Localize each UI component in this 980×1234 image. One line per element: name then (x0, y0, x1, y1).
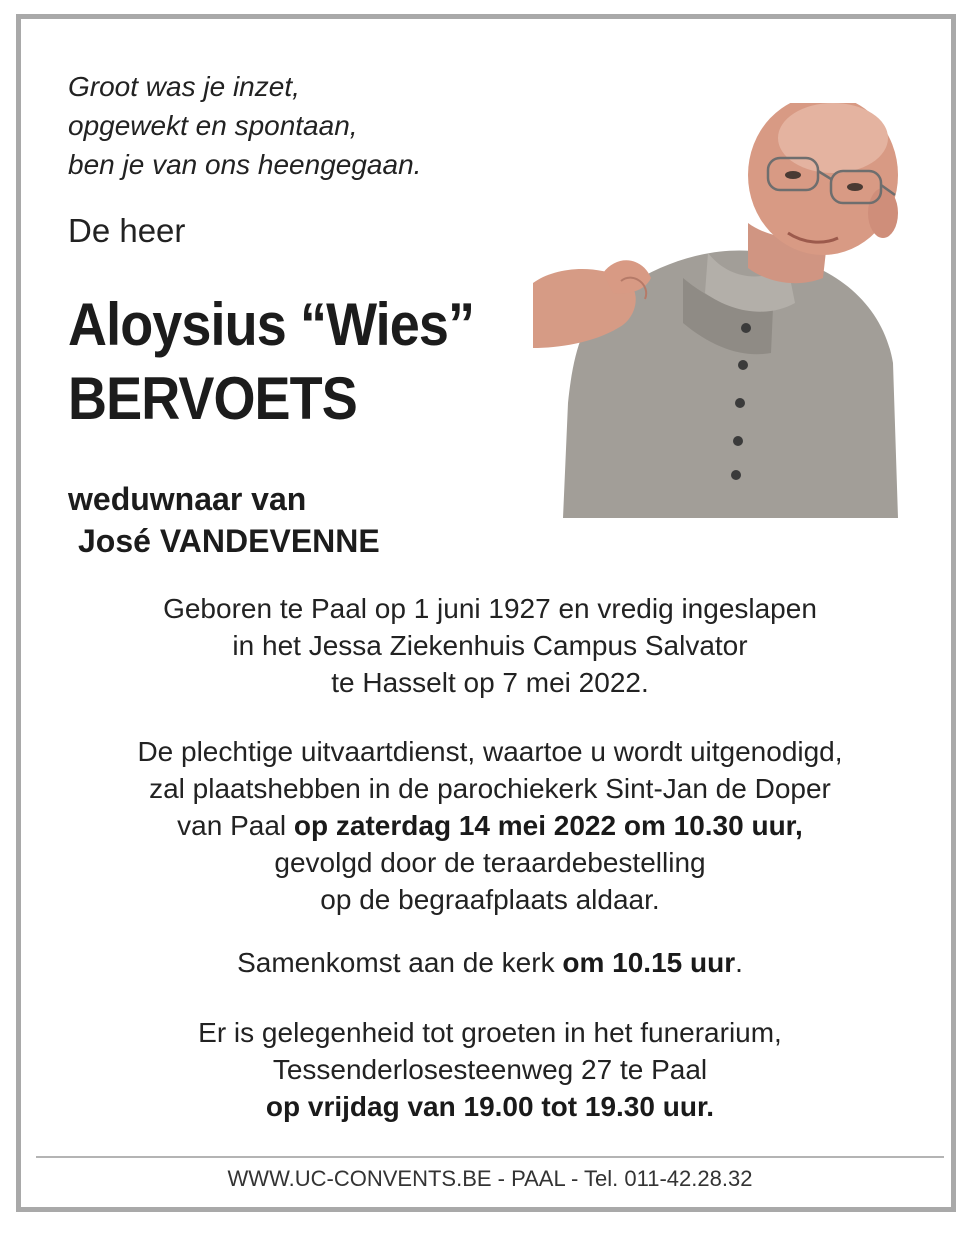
deceased-first-name: Aloysius “Wies” (68, 291, 475, 358)
deceased-name (68, 288, 474, 436)
text-line (40, 1088, 940, 1125)
visitation-time: op vrijdag van 19.00 tot 19.30 uur. (265, 1091, 715, 1122)
text-line: Er is gelegenheid tot groeten in het funerarium, (198, 1017, 782, 1048)
spouse-name: José VANDEVENNE (78, 523, 380, 559)
text-line: in het Jessa Ziekenhuis Campus Salvator (232, 630, 748, 661)
honorific: De heer (68, 212, 186, 249)
birth-death-details (40, 590, 940, 701)
spouse-relation: weduwnaar van (68, 481, 307, 517)
funeral-service-details (40, 733, 940, 918)
service-date-time: op zaterdag 14 mei 2022 om 10.30 uur, (293, 810, 803, 841)
text-line: Geboren te Paal op 1 juni 1927 en vredig ingeslapen (163, 593, 817, 624)
memorial-poem (68, 67, 421, 184)
footer-contact: WWW.UC-CONVENTS.BE - PAAL - Tel. 011-42.28.32 (227, 1166, 753, 1191)
text-line (40, 807, 940, 844)
text-segment: . (735, 947, 743, 978)
gathering-time: om 10.15 uur (562, 947, 736, 978)
poem-line: opgewekt en spontaan, (68, 110, 358, 141)
deceased-last-name: BERVOETS (68, 365, 357, 432)
text-line: te Hasselt op 7 mei 2022. (331, 667, 649, 698)
text-line: De plechtige uitvaartdienst, waartoe u wordt uitgenodigd, (137, 736, 843, 767)
gathering-details (40, 944, 940, 981)
visitation-details (40, 1014, 940, 1125)
spouse-info (68, 478, 380, 562)
poem-line: ben je van ons heengegaan. (68, 149, 422, 180)
text-line: zal plaatshebben in de parochiekerk Sint-Jan de Doper (149, 773, 831, 804)
poem-line: Groot was je inzet, (68, 71, 300, 102)
text-line (40, 944, 940, 981)
text-segment: Samenkomst aan de kerk (237, 947, 563, 978)
deceased-photo (533, 103, 908, 518)
divider (36, 1156, 944, 1158)
text-line: gevolgd door de teraardebestelling (274, 847, 706, 878)
text-line: op de begraafplaats aldaar. (320, 884, 660, 915)
text-segment: van Paal (177, 810, 294, 841)
text-line: Tessenderlosesteenweg 27 te Paal (272, 1054, 708, 1085)
